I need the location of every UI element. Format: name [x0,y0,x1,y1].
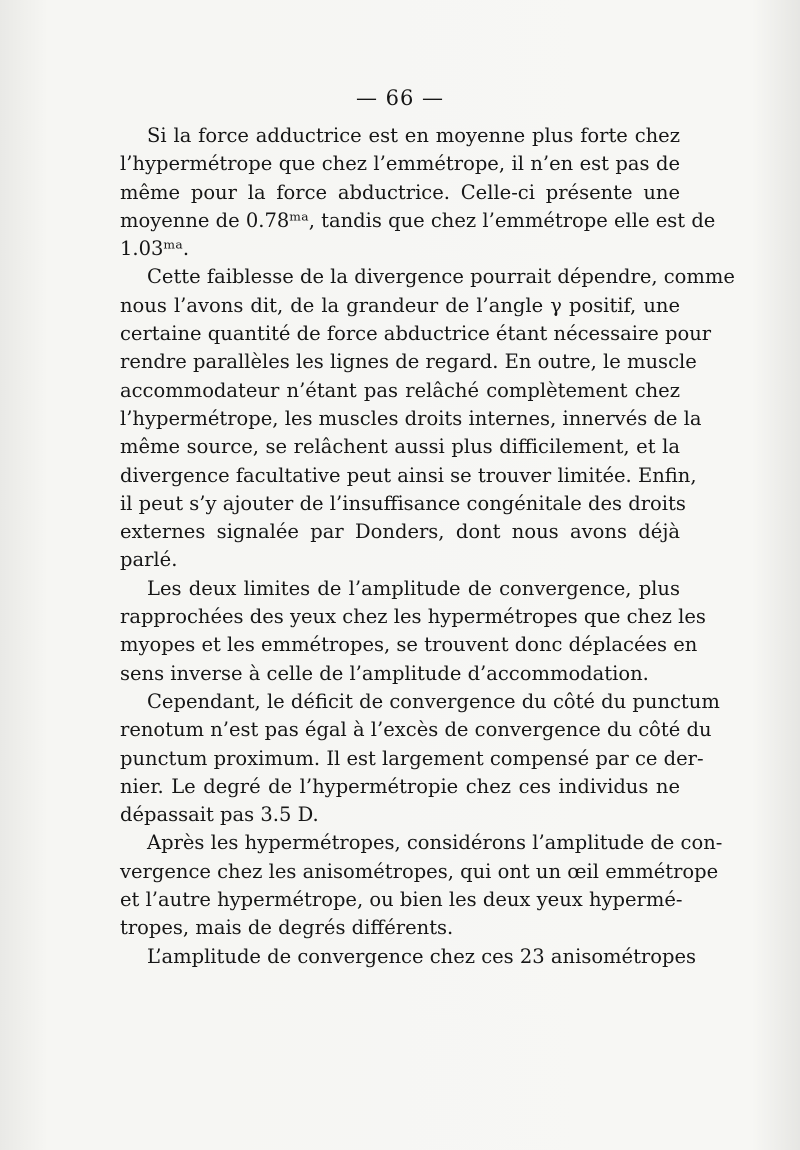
text-line: tropes, mais de degrés différents. [120,916,454,940]
text-line: certaine quantité de force abductrice étant nécessaire pour [120,322,712,346]
text-line: Cette faiblesse de la divergence pourrait dépendre, comme [147,265,735,289]
text-line: vergence chez les anisométropes, qui ont un œil emmétrope [120,859,719,883]
text-line: Cependant, le déficit de convergence du côté du punctum [147,689,720,713]
text-line: myopes et les emmétropes, se trouvent donc déplacées en [120,633,698,657]
text-line: Après les hypermétropes, considérons l’amplitude de con- [147,831,723,855]
text-line: moyenne de 0.78ᵐᵃ, tandis que chez l’emmétrope elle est de [120,208,716,232]
text-line: sens inverse à celle de l’amplitude d’accommodation. [120,661,649,685]
text-line: punctum proximum. Il est largement compensé par ce der- [120,746,704,770]
text-line: Si la force adductrice est en moyenne plus forte chez [147,124,680,147]
text-line: L’amplitude de convergence chez ces 23 anisométropes [147,944,697,968]
text-line: rapprochées des yeux chez les hypermétropes que chez les [120,605,706,629]
text-line: divergence facultative peut ainsi se trouver limitée. Enfin, [120,463,697,487]
text-line: l’hypermétrope, les muscles droits internes, innervés de la [120,406,702,430]
text-line: et l’autre hypermétrope, ou bien les deux yeux hypermé- [120,888,683,912]
text-line: externes signalée par Donders, dont nous avons déjà [120,520,680,544]
text-line: nous l’avons dit, de la grandeur de l’angle γ positif, une [120,293,680,317]
text-line: rendre parallèles les lignes de regard. En outre, le muscle [120,350,697,374]
text-line: renotum n’est pas égal à l’excès de convergence du côté du [120,718,712,742]
body-text [120,122,735,971]
text-line: l’hypermétrope que chez l’emmétrope, il n’en est pas de [120,152,680,176]
text-line: dépassait pas 3.5 D. [120,803,319,827]
text-line: même pour la force abductrice. Celle-ci présente une [120,180,680,204]
text-line: parlé. [120,548,178,572]
text-line: Les deux limites de l’amplitude de convergence, plus [147,576,680,600]
text-line: même source, se relâchent aussi plus difficilement, et la [120,435,680,459]
text-line: 1.03ᵐᵃ. [120,237,190,261]
page-number: — 66 — [355,86,445,110]
text-line: nier. Le degré de l’hypermétropie chez ces individus ne [120,774,680,798]
text-line: accommodateur n’étant pas relâché complètement chez [120,378,680,402]
text-line: il peut s’y ajouter de l’insuffisance congénitale des droits [120,491,686,515]
